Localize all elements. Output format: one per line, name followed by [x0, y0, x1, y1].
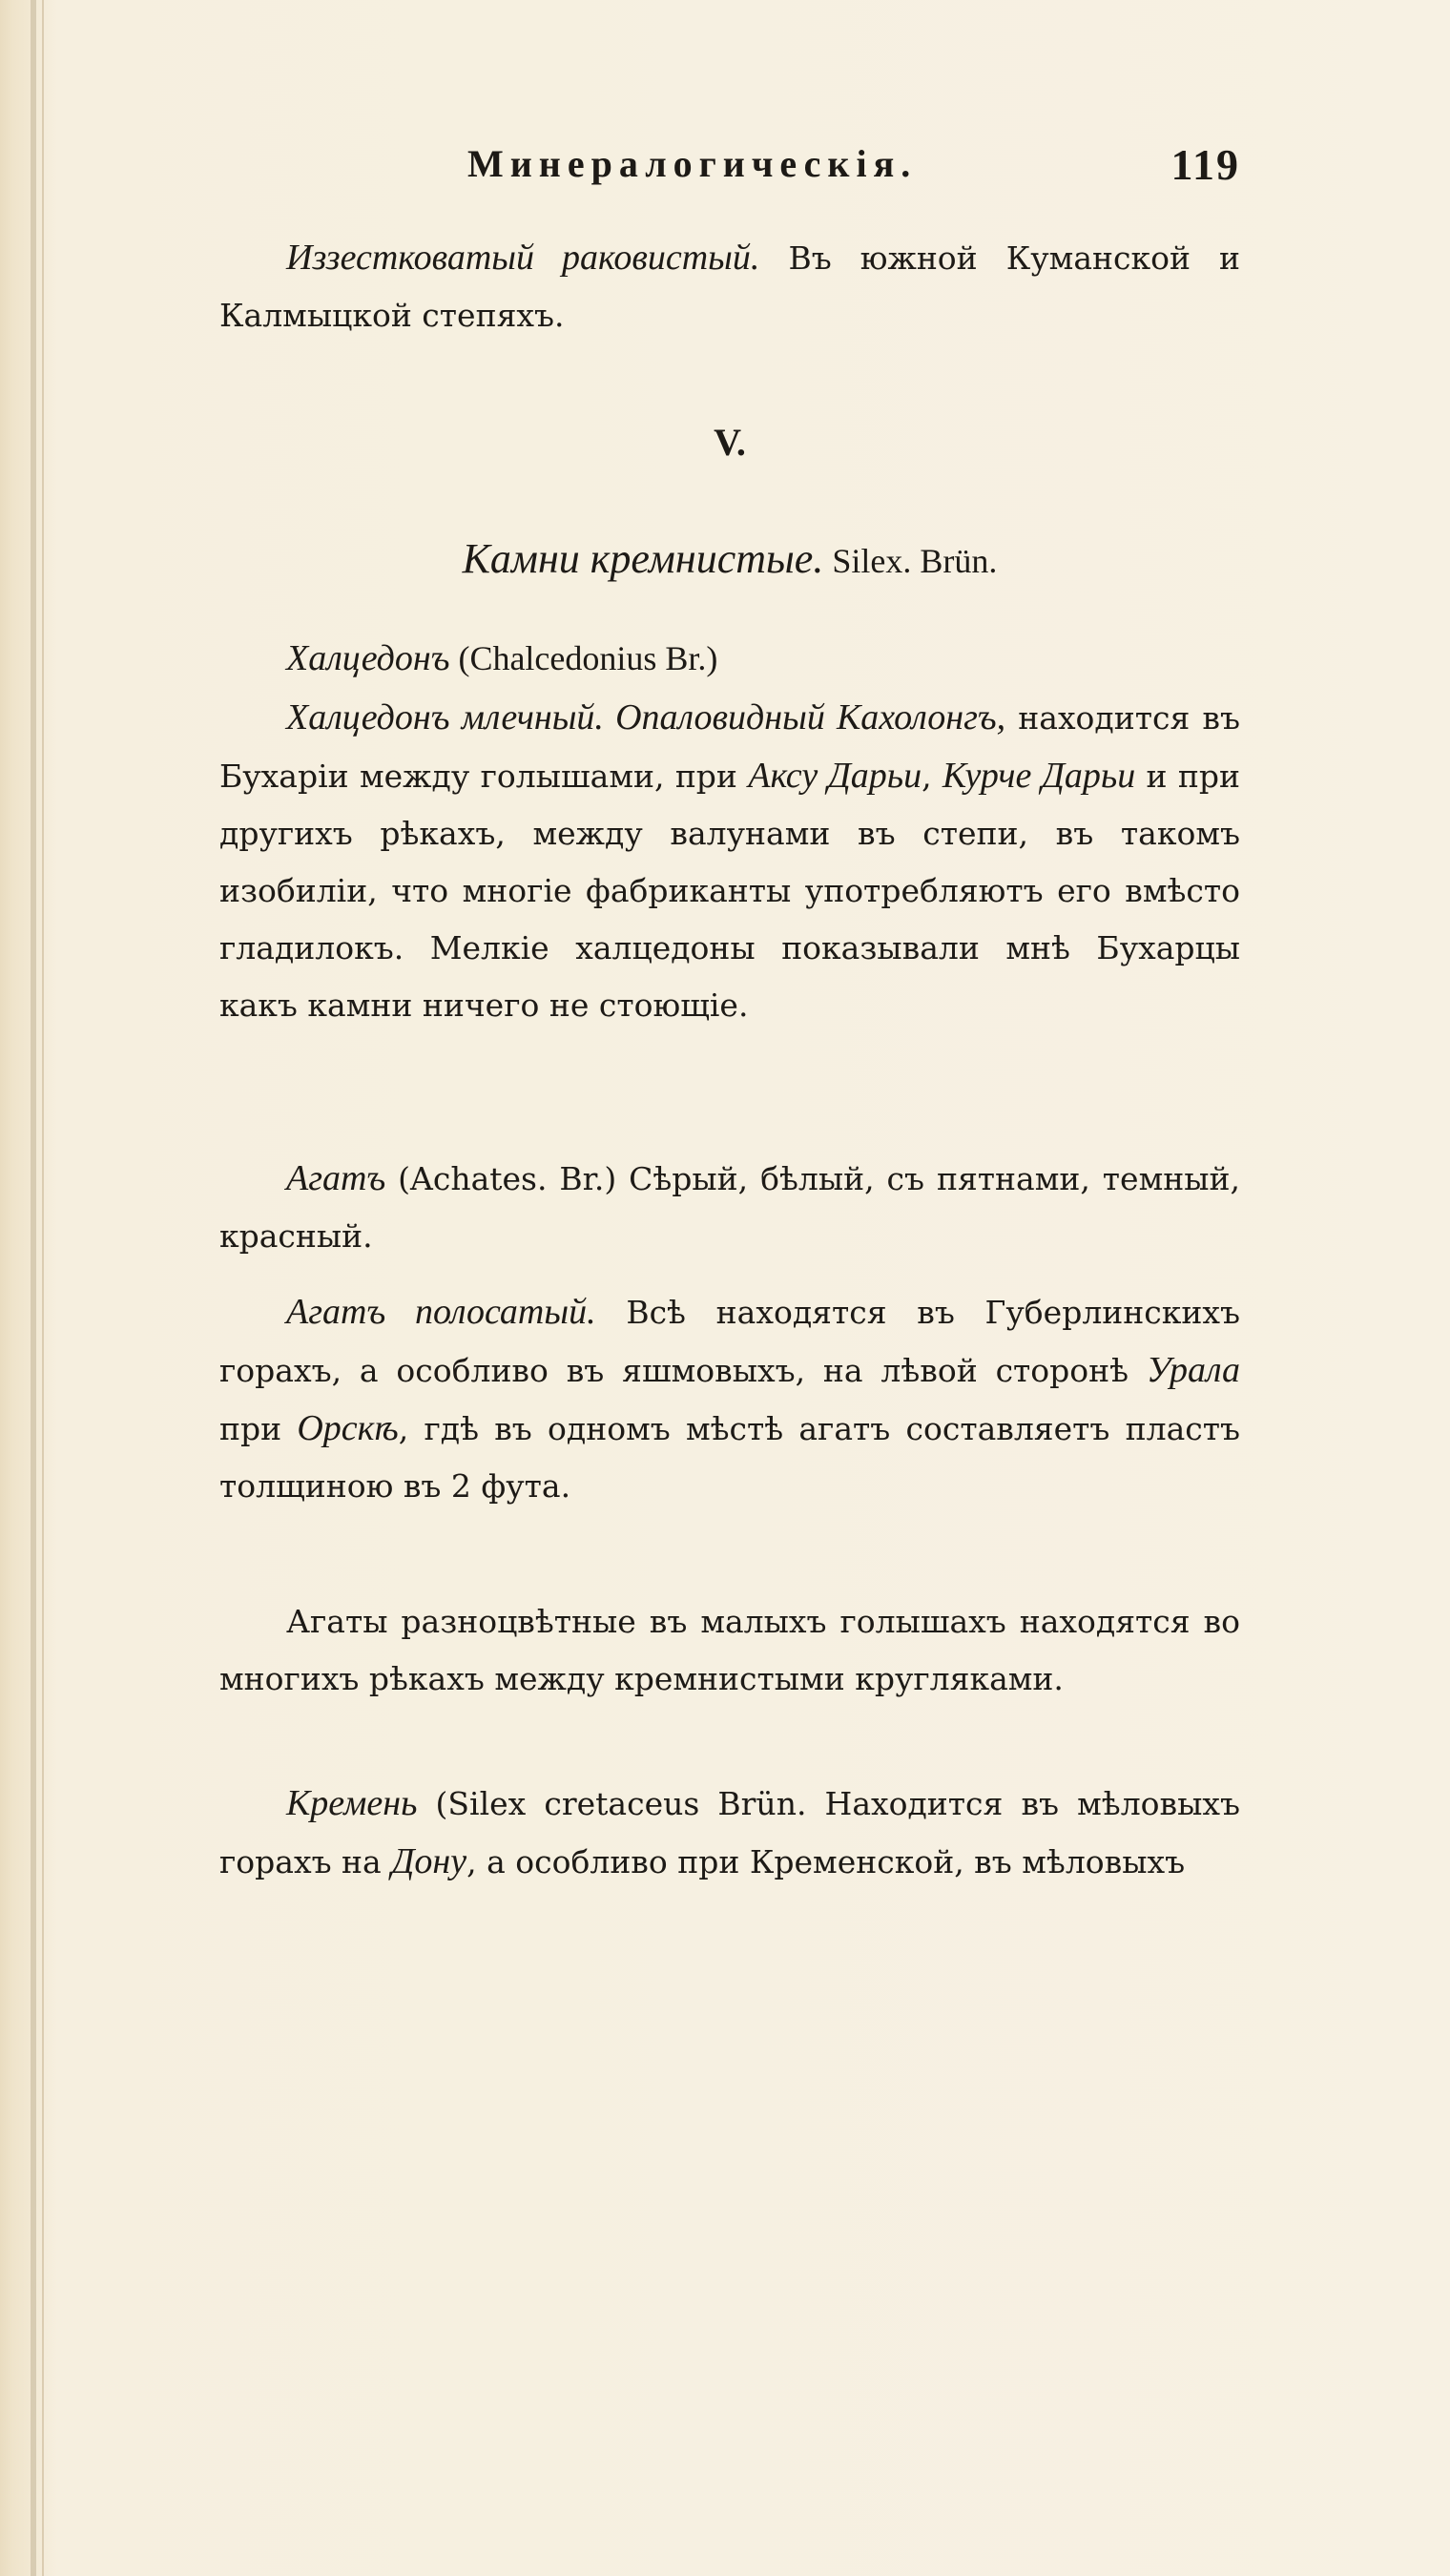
paragraph-term: Агатъ полосатый. — [286, 1292, 596, 1332]
running-header — [219, 141, 1240, 198]
section-title — [219, 534, 1240, 583]
paragraph-text: (Achates. Br.) Сѣрый, бѣлый, съ пятнами, темный, красный. — [219, 1160, 1240, 1255]
page-number: 119 — [1170, 140, 1240, 189]
paragraph-term: Кремень — [286, 1783, 418, 1823]
paragraph-text: , гдѣ въ одномъ мѣстѣ агатъ составляетъ пластъ толщиною въ 2 фута. — [219, 1410, 1240, 1505]
header-title: Минералогическія. — [467, 142, 918, 185]
paragraph-term: Халцедонъ млечный. Опаловидный Кахолонгъ, — [286, 697, 1006, 737]
section-title-latin: Silex. Brün. — [823, 542, 998, 580]
paragraph-limestone — [219, 229, 1240, 344]
paragraph-text: , — [922, 758, 942, 795]
paragraph-multicolor-agates — [219, 1593, 1240, 1708]
paragraph-text: при — [219, 1410, 298, 1447]
paragraph-banded-agate — [219, 1283, 1240, 1515]
section-title-text: Камни кремнистые. — [462, 535, 824, 582]
place-name: Орскѣ — [297, 1408, 399, 1448]
paragraph-text: , а особливо при Кременской, въ мѣловыхъ — [466, 1843, 1186, 1880]
paragraph-flint — [219, 1775, 1240, 1891]
paragraph-chalcedony — [219, 630, 1240, 688]
place-name: Аксу Дарьи — [748, 756, 922, 796]
paragraph-milky-chalcedony — [219, 689, 1240, 1034]
paragraph-term: Халцедонъ — [286, 638, 450, 678]
paragraph-term: Иззестковатый раковистый. — [286, 238, 760, 278]
place-name: Дону — [391, 1841, 467, 1881]
section-number: V. — [714, 421, 746, 464]
paragraph-text: (Silex cretaceus Brün. Находится въ мѣловыхъ горахъ на — [219, 1785, 1240, 1880]
place-name: Курче Дарьи — [942, 756, 1136, 796]
paragraph-text: Въ южной Куманской и Калмыцкой степяхъ. — [219, 239, 1240, 334]
paragraph-text: находится въ Бухаріи между голышами, при — [219, 699, 1240, 795]
paragraph-text: Всѣ находятся въ Губерлинскихъ горахъ, а особливо въ яшмовыхъ, на лѣвой сторонѣ — [219, 1294, 1240, 1389]
paragraph-term: Агатъ — [286, 1158, 386, 1198]
paragraph-text: и при другихъ рѣкахъ, между валунами въ степи, въ такомъ изобиліи, что многіе фабриканты употребляютъ его вмѣсто гладилокъ. Мелкіе халцедоны показывали мнѣ Бухарцы какъ камни ничего не стоющіе. — [219, 758, 1240, 1024]
paragraph-text: (Chalcedonius Br.) — [449, 639, 718, 677]
place-name: Урала — [1146, 1350, 1240, 1390]
paragraph-agate — [219, 1150, 1240, 1265]
binding-edge — [31, 0, 36, 2576]
paragraph-text: Агаты разноцвѣтные въ малыхъ голышахъ находятся во многихъ рѣкахъ между кремнистыми кругляками. — [219, 1603, 1240, 1697]
binding-edge-line — [42, 0, 44, 2576]
